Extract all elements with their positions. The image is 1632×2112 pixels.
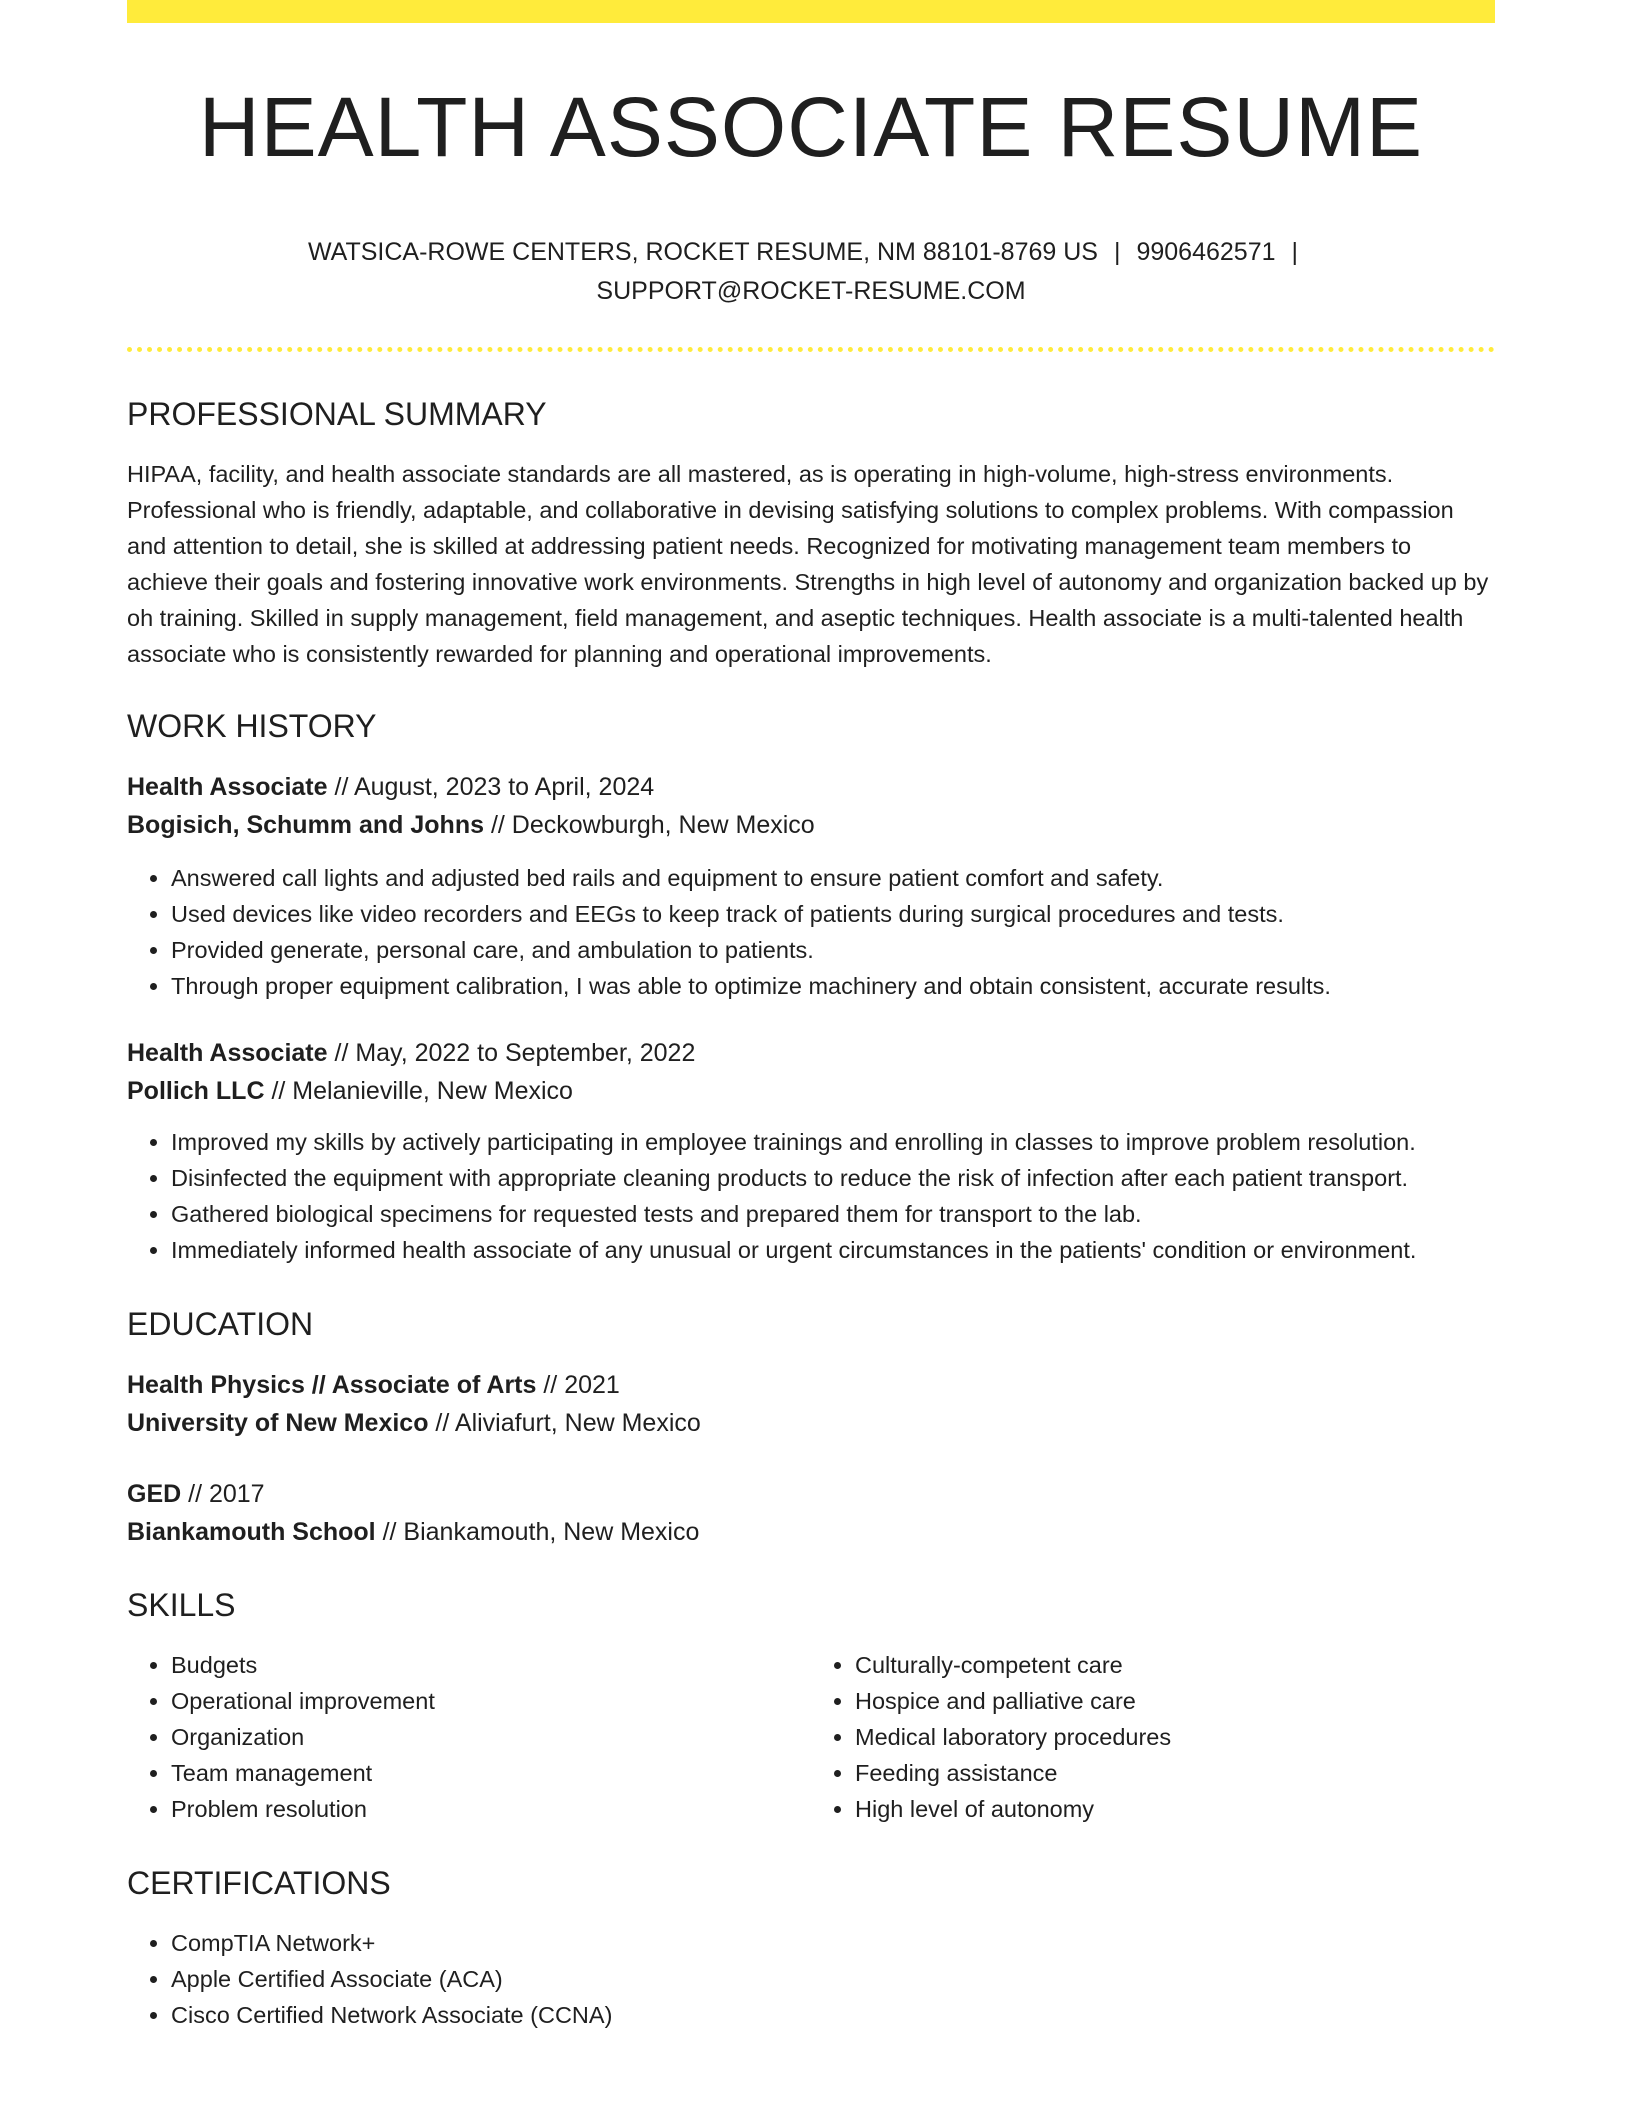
job-bullets	[127, 1124, 1495, 1268]
certification-item: • Apple Certified Associate (ACA)	[171, 1961, 1495, 1997]
skills-list-right	[811, 1647, 1495, 1827]
skills-columns	[127, 1647, 1495, 1827]
education-year: // 2021	[536, 1371, 620, 1399]
education-location: // Biankamouth, New Mexico	[375, 1518, 700, 1546]
skill-item: • Budgets	[171, 1647, 811, 1683]
job-entry	[127, 768, 1495, 1004]
dotted-divider	[127, 347, 1495, 352]
education-location: // Aliviafurt, New Mexico	[428, 1409, 701, 1437]
resume-title: HEALTH ASSOCIATE RESUME	[198, 80, 1424, 174]
contact-separator: |	[1291, 238, 1299, 266]
contact-phone: 9906462571	[1136, 238, 1276, 266]
education-school-line	[127, 1513, 1495, 1551]
summary-heading: PROFESSIONAL SUMMARY	[127, 396, 547, 432]
skill-item: • Feeding assistance	[855, 1755, 1495, 1791]
certifications-heading: CERTIFICATIONS	[127, 1865, 391, 1901]
education-year: // 2017	[181, 1480, 265, 1508]
job-dates: // May, 2022 to September, 2022	[327, 1039, 696, 1067]
skill-item: • Problem resolution	[171, 1791, 811, 1827]
job-title-line	[127, 1034, 1495, 1072]
job-entry	[127, 1034, 1495, 1268]
skill-item: • Organization	[171, 1719, 811, 1755]
job-company: Pollich LLC	[127, 1077, 265, 1105]
job-company-line	[127, 806, 1495, 844]
skill-item: • Medical laboratory procedures	[855, 1719, 1495, 1755]
job-bullet: • Provided generate, personal care, and ambulation to patients.	[171, 932, 1495, 968]
skill-item: • Culturally-competent care	[855, 1647, 1495, 1683]
contact-address: WATSICA-ROWE CENTERS, ROCKET RESUME, NM 88101-8769 US	[307, 238, 1098, 266]
certification-item: • CompTIA Network+	[171, 1925, 1495, 1961]
skill-item: • Team management	[171, 1755, 811, 1791]
contact-email: SUPPORT@ROCKET-RESUME.COM	[596, 277, 1026, 305]
education-heading: EDUCATION	[127, 1306, 314, 1342]
job-location: // Melanieville, New Mexico	[264, 1077, 573, 1105]
job-bullet: • Gathered biological specimens for requested tests and prepared them for transport to the lab.	[171, 1196, 1495, 1232]
job-company: Bogisich, Schumm and Johns	[127, 811, 484, 839]
education-entry	[127, 1475, 1495, 1551]
education-entry	[127, 1366, 1495, 1442]
summary-text: HIPAA, facility, and health associate standards are all mastered, as is operating in high-volume, high-stress environments. Professional who is friendly, adaptable, and collaborative in devising satisfying solutions to complex problems. With compassion and attention to detail, she is skilled at addressing patient needs. Recognized for motivating management team members to achieve their goals and fostering innovative work environments. Strengths in high level of autonomy and organization backed up by oh training. Skilled in supply management, field management, and aseptic techniques. Health associate is a multi-talented health associate who is consistently rewarded for planning and operational improvements.	[127, 461, 1489, 667]
skill-item: • Hospice and palliative care	[855, 1683, 1495, 1719]
job-title: Health Associate	[127, 1039, 328, 1067]
education-school: Biankamouth School	[127, 1518, 376, 1546]
skill-item: • Operational improvement	[171, 1683, 811, 1719]
job-dates: // August, 2023 to April, 2024	[327, 773, 655, 801]
job-bullets	[127, 860, 1495, 1004]
job-bullet: • Immediately informed health associate of any unusual or urgent circumstances in the patients' condition or environment.	[171, 1232, 1495, 1268]
top-accent-bar	[127, 0, 1495, 23]
job-bullet: • Used devices like video recorders and EEGs to keep track of patients during surgical procedures and tests.	[171, 896, 1495, 932]
skills-heading: SKILLS	[127, 1587, 236, 1623]
contact-separator: |	[1113, 238, 1121, 266]
education-degree: GED	[127, 1480, 182, 1508]
certification-item: • Cisco Certified Network Associate (CCNA)	[171, 1997, 1495, 2033]
job-location: // Deckowburgh, New Mexico	[484, 811, 815, 839]
job-bullet: • Improved my skills by actively participating in employee trainings and enrolling in classes to improve problem resolution.	[171, 1124, 1495, 1160]
skill-item: • High level of autonomy	[855, 1791, 1495, 1827]
certifications-list	[127, 1925, 1495, 2033]
contact-info	[127, 233, 1495, 311]
education-degree-line	[127, 1475, 1495, 1513]
job-title: Health Associate	[127, 773, 328, 801]
education-school-line	[127, 1404, 1495, 1442]
job-bullet: • Disinfected the equipment with appropriate cleaning products to reduce the risk of infection after each patient transport.	[171, 1160, 1495, 1196]
education-school: University of New Mexico	[127, 1409, 429, 1437]
education-degree: Health Physics // Associate of Arts	[127, 1371, 537, 1399]
contact-line-1	[127, 233, 1495, 272]
education-degree-line	[127, 1366, 1495, 1404]
work-history-heading: WORK HISTORY	[127, 708, 377, 744]
resume-page	[127, 0, 1495, 2033]
job-bullet: • Through proper equipment calibration, I was able to optimize machinery and obtain consistent, accurate results.	[171, 968, 1495, 1004]
skills-list-left	[127, 1647, 811, 1827]
job-bullet: • Answered call lights and adjusted bed rails and equipment to ensure patient comfort and safety.	[171, 860, 1495, 896]
job-title-line	[127, 768, 1495, 806]
job-company-line	[127, 1072, 1495, 1110]
